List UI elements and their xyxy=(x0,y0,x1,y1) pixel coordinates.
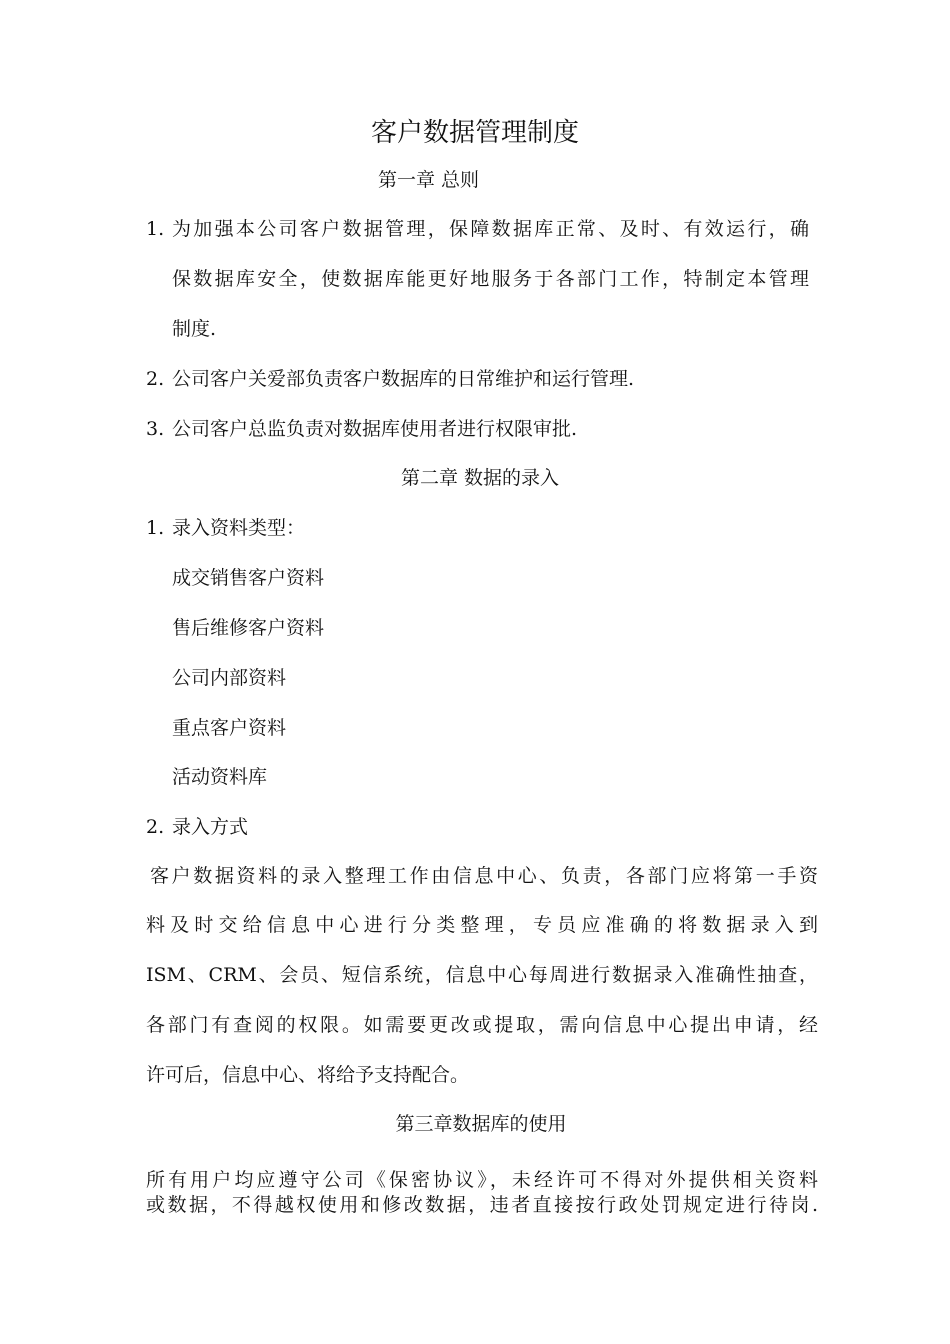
chapter-1-heading: 第一章 总则 xyxy=(378,169,480,191)
entry-method-line-4: 各部门有查阅的权限。如需要更改或提取，需向信息中心提出申请，经 xyxy=(146,1014,818,1036)
chapter-1-item-1-line-3: 制度. xyxy=(172,318,217,340)
entry-method-line-1: 客户数据资料的录入整理工作由信息中心、负责，各部门应将第一手资 xyxy=(150,865,818,887)
record-type-item: 成交销售客户资料 xyxy=(172,567,325,589)
record-type-item: 活动资料库 xyxy=(172,766,268,788)
chapter-1-item-1-line-2: 保数据库安全，使数据库能更好地服务于各部门工作，特制定本管理 xyxy=(172,268,809,290)
chapter-1-item-2-text: 公司客户关爱部负责客户数据库的日常维护和运行管理. xyxy=(172,368,635,390)
chapter-1-item-1-line-1: 为加强本公司客户数据管理，保障数据库正常、及时、有效运行，确 xyxy=(172,218,809,240)
document-title: 客户数据管理制度 xyxy=(370,118,579,148)
chapter-1-item-1-number: 1. xyxy=(146,218,165,240)
record-type-item: 公司内部资料 xyxy=(172,667,287,689)
chapter-1-item-3-number: 3. xyxy=(146,418,165,440)
chapter-2-item-1-text: 录入资料类型： xyxy=(172,517,306,539)
chapter-1-item-2-number: 2. xyxy=(146,368,165,390)
chapter-2-item-2-text: 录入方式 xyxy=(172,816,249,838)
chapter-3-heading: 第三章数据库的使用 xyxy=(395,1113,567,1135)
record-type-item: 重点客户资料 xyxy=(172,717,287,739)
chapter-3-paragraph-line-2: 或数据，不得越权使用和修改数据，违者直接按行政处罚规定进行待岗. xyxy=(146,1194,818,1216)
chapter-2-item-2-number: 2. xyxy=(146,816,165,838)
chapter-2-item-1-number: 1. xyxy=(146,517,165,539)
chapter-1-item-3-text: 公司客户总监负责对数据库使用者进行权限审批. xyxy=(172,418,578,440)
entry-method-line-5: 许可后，信息中心、将给予支持配合。 xyxy=(146,1064,470,1086)
chapter-2-heading: 第二章 数据的录入 xyxy=(400,467,560,489)
record-type-item: 售后维修客户资料 xyxy=(172,617,325,639)
entry-method-line-2: 料及时交给信息中心进行分类整理，专员应准确的将数据录入到 xyxy=(146,914,818,936)
entry-method-line-3: ISM、CRM、会员、短信系统，信息中心每周进行数据录入准确性抽查， xyxy=(146,964,818,986)
chapter-3-paragraph-line-1: 所有用户均应遵守公司《保密协议》，未经许可不得对外提供相关资料 xyxy=(146,1169,818,1191)
